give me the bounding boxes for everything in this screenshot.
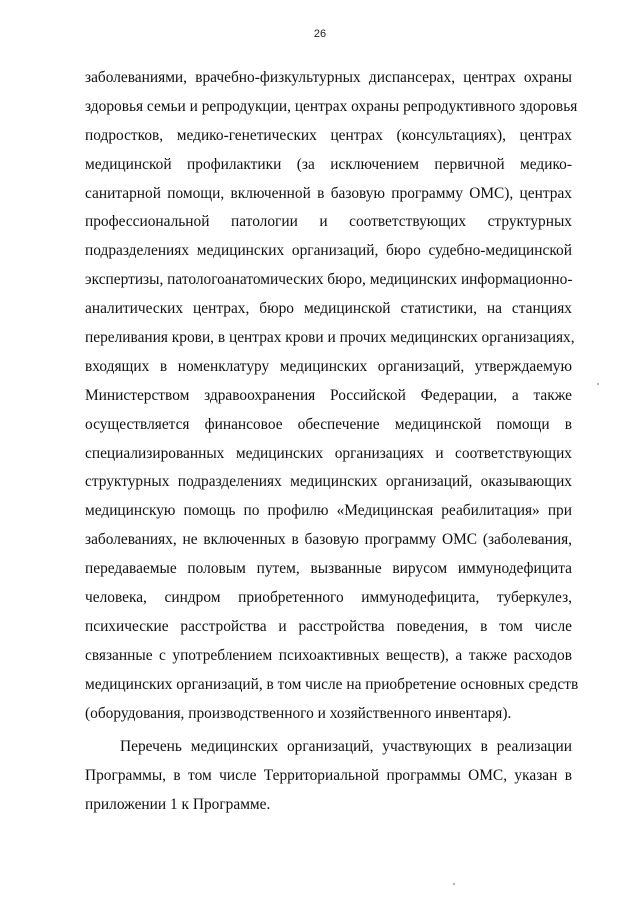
- text-line: человека, синдром приобретенного иммунодефицита, туберкулез,: [85, 589, 572, 607]
- text-line: переливания крови, в центрах крови и прочих медицинских организациях,: [85, 329, 575, 347]
- text-line: санитарной помощи, включенной в базовую программу ОМС), центрах: [85, 184, 572, 202]
- text-line: Программы, в том числе Территориальной программы ОМС, указан в: [85, 767, 572, 785]
- text-line: медицинскую помощь по профилю «Медицинская реабилитация» при: [85, 502, 572, 520]
- scan-speck: [453, 883, 455, 885]
- text-line: заболеваниях, не включенных в базовую программу ОМС (заболевания,: [85, 531, 572, 549]
- text-line: осуществляется финансовое обеспечение медицинской помощи в: [85, 415, 572, 433]
- text-line: психические расстройства и расстройства поведения, в том числе: [85, 617, 572, 635]
- text-line: медицинских организаций, в том числе на приобретение основных средств: [85, 675, 579, 693]
- text-line: медицинской профилактики (за исключением первичной медико-: [85, 155, 572, 173]
- text-line: аналитических центрах, бюро медицинской статистики, на станциях: [85, 300, 572, 318]
- text-line: подростков, медико-генетических центрах (консультациях), центрах: [85, 126, 572, 144]
- document-body: [85, 64, 579, 820]
- paragraph-appendix-reference: [85, 733, 572, 820]
- paragraph-funding: [85, 64, 579, 728]
- page-number: 26: [313, 28, 327, 40]
- text-line: заболеваниями, врачебно-физкультурных диспансерах, центрах охраны: [85, 69, 572, 86]
- text-line: приложении 1 к Программе.: [85, 796, 271, 814]
- text-line: связанные с употреблением психоактивных веществ), а также расходов: [85, 646, 572, 664]
- text-line: специализированных медицинских организациях и соответствующих: [85, 444, 572, 462]
- text-line: передаваемые половым путем, вызванные вирусом иммунодефицита: [85, 560, 572, 578]
- text-line: профессиональной патологии и соответствующих структурных: [85, 213, 572, 231]
- text-line: структурных подразделениях медицинских организаций, оказывающих: [85, 473, 572, 491]
- text-line: входящих в номенклатуру медицинских организаций, утверждаемую: [85, 357, 572, 375]
- text-line: здоровья семьи и репродукции, центрах охраны репродуктивного здоровья: [85, 97, 578, 115]
- text-line: (оборудования, производственного и хозяйственного инвентаря).: [85, 704, 512, 722]
- text-line: экспертизы, патологоанатомических бюро, медицинских информационно-: [85, 271, 573, 289]
- text-line: Перечень медицинских организаций, участвующих в реализации: [120, 738, 572, 756]
- scan-speck: [597, 383, 599, 385]
- text-line: Министерством здравоохранения Российской Федерации, а также: [85, 386, 572, 404]
- text-line: подразделениях медицинских организаций, бюро судебно-медицинской: [85, 242, 572, 260]
